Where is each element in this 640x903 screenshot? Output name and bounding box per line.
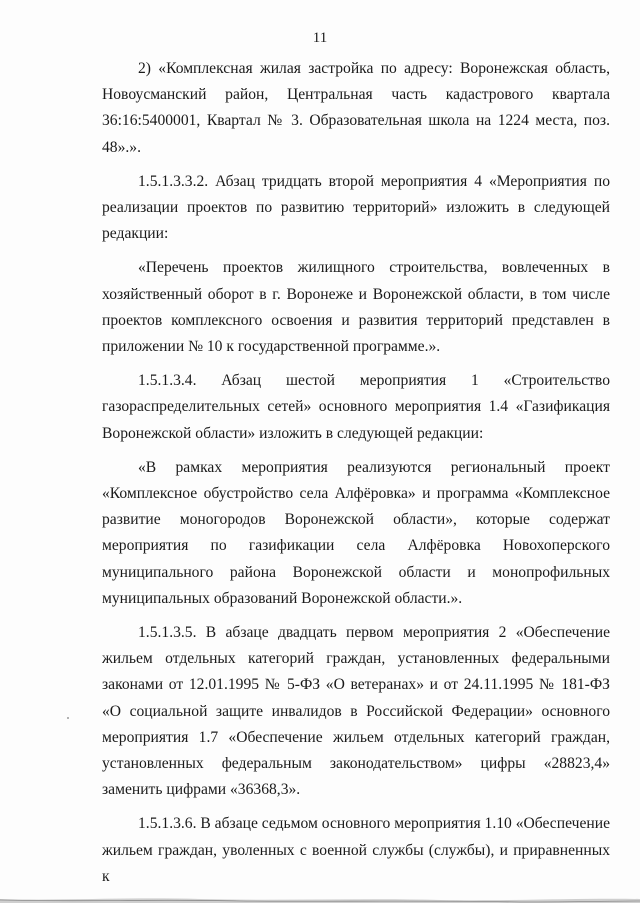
page-number: 11	[312, 30, 328, 46]
paragraph-1-5-1-3-3-2: 1.5.1.3.3.2. Абзац тридцать второй мероприятия 4 «Мероприятия по реализации проектов по развитию территорий» изложить в следующей редакции:	[102, 172, 610, 243]
document-body	[102, 56, 610, 890]
paragraph-quote-projects-list: «Перечень проектов жилищного строительства, вовлеченных в хозяйственный оборот в г. Воронеже и Воронежской области, в том числе проектов комплексного освоения и развития территорий представлен в приложении № 10 к государственной программе.».	[102, 259, 610, 356]
paragraph-item-2-school: 2) «Комплексная жилая застройка по адресу: Воронежская область, Новоусманский район, Центральная часть кадастрового квартала 36:16:5400001, Квартал № 3. Образовательная школа на 1224 места, поз. 48».».	[102, 60, 610, 156]
scan-edge-shadow	[0, 895, 640, 903]
paragraph-1-5-1-3-6: 1.5.1.3.6. В абзаце седьмом основного мероприятия 1.10 «Обеспечение жильем граждан, уволенных с военной службы (службы), и приравненных к	[102, 815, 610, 885]
scan-bottom-edge	[0, 895, 640, 903]
paragraph-1-5-1-3-5: 1.5.1.3.5. В абзаце двадцать первом мероприятия 2 «Обеспечение жильем отдельных категорий граждан, установленных федеральными законами от 12.01.1995 № 5-ФЗ «О ветеранах» и от 24.11.1995 № 181-ФЗ «О социальной защите инвалидов в Российской Федерации» основного мероприятия 1.7 «Обеспечение жильем отдельных категорий граждан, установленных федеральным законодательством» цифры «28823,4» заменить цифрами «36368,3».	[102, 624, 610, 799]
paragraph-quote-gasification: «В рамках мероприятия реализуются региональный проект «Комплексное обустройство села Алфёровка» и программа «Комплексное развитие моногородов Воронежской области», которые содержат мероприятия по газификации села Алфёровка Новохоперского муниципального района Воронежской области и монопрофильных муниципальных образований Воронежской области.».	[102, 458, 610, 607]
scan-speck	[67, 717, 69, 719]
paragraph-1-5-1-3-4: 1.5.1.3.4. Абзац шестой мероприятия 1 «Строительство газораспределительных сетей» основного мероприятия 1.4 «Газификация Воронежской области» изложить в следующей редакции:	[102, 372, 610, 442]
